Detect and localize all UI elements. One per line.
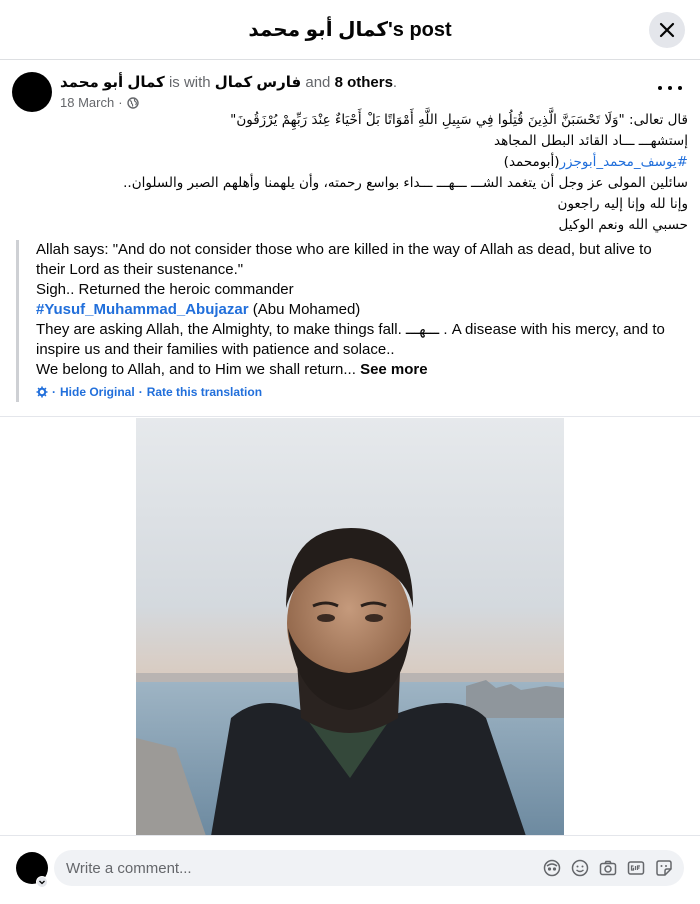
camera-icon	[599, 859, 617, 877]
arabic-line: إستشهـــ ـــاد القائد البطل المجاهد	[493, 133, 688, 149]
camera-button[interactable]	[598, 858, 618, 878]
chevron-down-icon	[38, 878, 46, 886]
translation-hashtag-suffix: (Abu Mohamed)	[248, 301, 361, 318]
rate-translation-link[interactable]: Rate this translation	[146, 385, 263, 399]
gif-button[interactable]	[626, 858, 646, 878]
page-title: كمال أبو محمد's post	[248, 19, 452, 41]
arabic-line: قال تعالى: "وَلَا تَحْسَبَنَّ الَّذِينَ قُتِلُوا فِي سَبِيلِ اللَّهِ أَمْوَاتًا بَلْ أَحْيَاءٌ عِنْدَ رَبِّهِمْ يُرْزَقُونَ"	[230, 112, 688, 128]
dot-separator: ·	[52, 385, 56, 399]
arabic-line: سائلين المولى عز وجل أن يتغمد الشـــ ـــهـــ ـــداء بواسع رحمته، وأن يلهمنا وأهلهم الصبر والسلوان..	[123, 175, 688, 191]
more-dot	[678, 86, 682, 90]
and-text: and	[305, 74, 331, 91]
avatar-sticker-icon	[543, 859, 561, 877]
gear-icon	[36, 386, 48, 398]
close-icon	[659, 22, 675, 38]
post-photo-image	[136, 418, 564, 836]
more-options-button[interactable]	[658, 80, 682, 96]
emoji-icon	[571, 859, 589, 877]
post-author-line	[60, 73, 397, 91]
period: .	[392, 74, 398, 91]
post-photo[interactable]	[136, 418, 564, 836]
translation-text: . A disease with his mercy, and to inspire us and their families with patience and solace..	[36, 321, 665, 358]
comment-tools	[542, 858, 674, 878]
arabic-hashtag-line	[14, 152, 688, 173]
arabic-line: حسبي الله ونعم الوكيل	[558, 217, 688, 233]
translation-controls	[36, 382, 684, 402]
translation-text: ـــهـــ	[405, 321, 440, 338]
author-name-link[interactable]: كمال أبو محمد	[60, 74, 165, 91]
comment-composer	[0, 835, 700, 904]
arabic-line: وإنا لله وإنا إليه راجعون	[557, 196, 688, 212]
translation-line	[36, 360, 684, 380]
arabic-hashtag-suffix: (أبومحمد)	[503, 154, 560, 170]
comment-input-wrapper	[54, 850, 684, 886]
post-date[interactable]: 18 March	[60, 95, 115, 110]
arabic-hashtag-link[interactable]: #يوسف_محمد_أبوجزر	[559, 154, 688, 170]
dot-separator: ·	[138, 385, 143, 399]
hide-original-link[interactable]: Hide Original	[60, 385, 135, 399]
tagged-person-link[interactable]: فارس كمال	[214, 74, 302, 91]
translation-line: Sigh.. Returned the heroic commander	[36, 281, 294, 298]
divider	[0, 416, 700, 417]
translation-hashtag-line	[36, 300, 684, 320]
more-options-icon	[658, 86, 662, 90]
sticker-button[interactable]	[654, 858, 674, 878]
others-link[interactable]: 8 others	[334, 74, 393, 91]
avatar-switch-button[interactable]	[36, 876, 48, 888]
translation-hashtag-link[interactable]: #Yusuf_Muhammad_Abujazar	[36, 301, 249, 318]
see-more-link[interactable]: See more	[360, 361, 428, 378]
emoji-button[interactable]	[570, 858, 590, 878]
translation-line	[36, 320, 684, 360]
close-button[interactable]	[649, 12, 685, 48]
globe-icon	[127, 97, 139, 109]
with-text: is with	[168, 74, 211, 91]
translation-text: We belong to Allah, and to Him we shall return...	[36, 361, 356, 378]
post-meta	[60, 95, 139, 110]
sticker-icon	[655, 859, 673, 877]
translation-text: They are asking Allah, the Almighty, to make things fall.	[36, 321, 406, 338]
translation-line: Allah says: "And do not consider those who are killed in the way of Allah as dead, but alive to their Lord as their sustenance."	[36, 241, 652, 278]
meta-separator: ·	[118, 95, 123, 110]
post-dialog-header	[0, 0, 700, 60]
gif-icon	[627, 859, 645, 877]
post-translation	[16, 240, 684, 402]
post-original-text	[14, 110, 688, 236]
avatar-sticker-button[interactable]	[542, 858, 562, 878]
avatar[interactable]	[12, 72, 52, 112]
comment-input[interactable]	[66, 850, 526, 886]
more-dot	[668, 86, 672, 90]
